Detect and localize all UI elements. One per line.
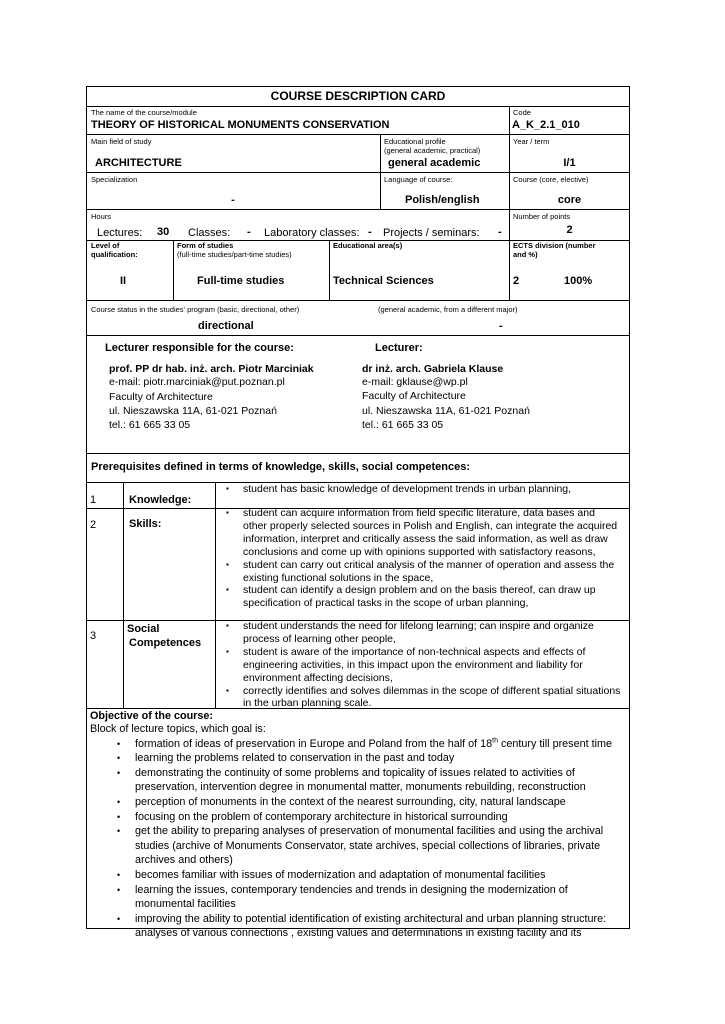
list-item: ▪ correctly identifies and solves dilemmas in the scope of different spatial situations in the urban planning scale. bbox=[226, 684, 621, 710]
rule bbox=[86, 106, 630, 107]
knowledge-items bbox=[217, 483, 627, 496]
area-label: Educational area(s) bbox=[333, 241, 403, 250]
lecturer-phone: tel.: 61 665 33 05 bbox=[362, 419, 444, 431]
objective-intro: Block of lecture topics, which goal is: bbox=[90, 723, 266, 735]
points-label: Number of points bbox=[513, 212, 571, 221]
year-label: Year / term bbox=[513, 137, 550, 146]
lectures-label: Lectures: bbox=[97, 227, 143, 239]
bullet-icon: • bbox=[117, 796, 121, 807]
lectures-value: 30 bbox=[157, 226, 170, 238]
bullet-icon: • bbox=[117, 753, 121, 764]
knowledge-label: Knowledge: bbox=[129, 494, 192, 506]
profile-value: general academic bbox=[388, 157, 481, 169]
list-item: • get the ability to preparing analyses of preservation of monumental facilities and using the archival studies (archive of Monuments Conservator, state archives, special collections of libraries, private archives and others) bbox=[117, 825, 604, 867]
social-label: Social bbox=[127, 623, 160, 635]
form-label-options: (full-time studies/part-time studies) bbox=[177, 250, 292, 259]
responsible-name: prof. PP dr hab. inż. arch. Piotr Marciniak bbox=[109, 363, 314, 375]
list-item: • becomes familiar with issues of modernization and adaptation of monumental facilities bbox=[117, 868, 546, 881]
rule bbox=[173, 240, 174, 300]
objective-list bbox=[90, 737, 630, 941]
rule bbox=[215, 482, 216, 708]
status-value: directional bbox=[198, 320, 254, 332]
ects-number: 2 bbox=[513, 275, 520, 287]
list-item: ▪ student can carry out critical analysis of the manner of operation and assess the existing functional solutions in the space, bbox=[226, 558, 615, 584]
language-value: Polish/english bbox=[405, 194, 480, 206]
bullet-icon: • bbox=[117, 884, 121, 895]
row-number: 2 bbox=[90, 519, 97, 531]
row-number: 1 bbox=[90, 494, 97, 506]
list-item: • learning the problems related to conservation in the past and today bbox=[117, 752, 455, 765]
level-label-line2: qualification: bbox=[91, 250, 138, 259]
rule bbox=[509, 106, 510, 240]
bullet-icon: ▪ bbox=[226, 585, 229, 595]
code-label: Code bbox=[513, 108, 531, 117]
lecturer-name: dr inż. arch. Gabriela Klause bbox=[362, 363, 504, 375]
course-type-label: Course (core, elective) bbox=[513, 175, 589, 184]
hours-label: Hours bbox=[91, 212, 112, 221]
list-item: • formation of ideas of preservation in Europe and Poland from the half of 18th century till present time bbox=[117, 737, 612, 750]
objective-section bbox=[90, 710, 630, 941]
rule bbox=[86, 134, 630, 135]
specialization-value: - bbox=[231, 194, 235, 206]
ects-percent: 100% bbox=[564, 275, 593, 287]
responsible-header: Lecturer responsible for the course: bbox=[105, 342, 294, 354]
lecturer-address: ul. Nieszawska 11A, 61-021 Poznań bbox=[362, 405, 530, 417]
bullet-icon: • bbox=[117, 767, 121, 778]
origin-label: (general academic, from a different major) bbox=[378, 305, 518, 314]
profile-label-options: (general academic, practical) bbox=[384, 146, 481, 155]
rule bbox=[380, 134, 381, 209]
competences-label: Competences bbox=[129, 637, 202, 649]
year-value: I/1 bbox=[563, 157, 576, 169]
field-label: Main field of study bbox=[91, 137, 152, 146]
course-name-label: The name of the course/module bbox=[91, 108, 197, 117]
bullet-icon: ▪ bbox=[226, 685, 229, 695]
skills-label: Skills: bbox=[129, 518, 162, 530]
ects-label-line2: and %) bbox=[513, 250, 538, 259]
list-item: ▪ student has basic knowledge of development trends in urban planning, bbox=[226, 483, 572, 495]
prerequisites-header: Prerequisites defined in terms of knowledge, skills, social competences: bbox=[91, 461, 471, 473]
projects-label: Projects / seminars: bbox=[383, 227, 480, 239]
points-value: 2 bbox=[566, 224, 573, 236]
specialization-label: Specialization bbox=[91, 175, 138, 184]
bullet-icon: • bbox=[117, 811, 121, 822]
area-value: Technical Sciences bbox=[333, 275, 434, 287]
bullet-icon: • bbox=[117, 913, 121, 924]
form-value: Full-time studies bbox=[197, 275, 285, 287]
responsible-email[interactable]: e-mail: piotr.marciniak@put.poznan.pl bbox=[109, 376, 285, 388]
social-items bbox=[217, 620, 621, 710]
skills-items bbox=[217, 507, 621, 610]
rule bbox=[86, 209, 630, 210]
list-item: • learning the issues, contemporary tendencies and trends in designing the modernization of monumental facilities bbox=[117, 883, 568, 911]
lecturer-header: Lecturer: bbox=[375, 342, 423, 354]
classes-label: Classes: bbox=[188, 227, 231, 239]
bullet-icon: ▪ bbox=[226, 646, 229, 656]
list-item: • perception of monuments in the context of the nearest surrounding, city, natural landscape bbox=[117, 795, 566, 808]
responsible-address: ul. Nieszawska 11A, 61-021 Poznań bbox=[109, 405, 277, 417]
course-name: THEORY OF HISTORICAL MONUMENTS CONSERVATION bbox=[91, 119, 390, 131]
bullet-icon: ▪ bbox=[226, 559, 229, 569]
level-label: Level of bbox=[91, 241, 120, 250]
course-code: A_K_2.1_010 bbox=[512, 119, 580, 131]
bullet-icon: • bbox=[117, 738, 121, 749]
lecturer-email[interactable]: e-mail: gklause@wp.pl bbox=[362, 376, 468, 388]
bullet-icon: • bbox=[117, 869, 121, 880]
list-item: ▪ student understands the need for lifelong learning; can inspire and organize process of learning other people, bbox=[226, 620, 594, 645]
list-item: ▪ student can identify a design problem and on the basis thereof, can draw up specification of practical tasks in the scope of urban planning, bbox=[226, 584, 596, 610]
course-type-value: core bbox=[557, 194, 582, 206]
list-item: • improving the ability to potential identification of existing architectural and urban planning structure: analyses of various connections , existing values and determinations in existing facility and its bbox=[117, 912, 607, 940]
form-label: Form of studies bbox=[177, 241, 234, 250]
rule bbox=[86, 335, 630, 336]
status-label: Course status in the studies' program (basic, directional, other) bbox=[91, 305, 300, 314]
rule bbox=[86, 172, 630, 173]
rule bbox=[86, 453, 630, 454]
projects-value: - bbox=[498, 226, 502, 238]
lab-value: - bbox=[368, 226, 372, 238]
card-title: COURSE DESCRIPTION CARD bbox=[270, 89, 446, 103]
rule bbox=[329, 240, 330, 300]
rule bbox=[509, 240, 510, 300]
list-item: • demonstrating the continuity of some problems and topicality of issues related to activities of preservation, intervention degree in monumental matter, monuments rebuilding, reconstruction bbox=[117, 766, 586, 794]
list-item: ▪ student can acquire information from field specific literature, data bases and other properly selected sources in Polish and English, can integrate the acquired information, interpret and critically assess the said information, as well as draw conclusions and come up with opinions supported with satisfactory reasons, bbox=[226, 507, 618, 558]
ects-label: ECTS division (number bbox=[513, 241, 596, 250]
level-value: II bbox=[120, 275, 127, 287]
row-number: 3 bbox=[90, 630, 97, 642]
responsible-faculty: Faculty of Architecture bbox=[109, 391, 213, 403]
language-label: Language of course: bbox=[384, 175, 453, 184]
rule bbox=[123, 482, 124, 708]
list-item: • focusing on the problem of contemporary architecture in historical surrounding bbox=[117, 810, 508, 823]
bullet-icon: ▪ bbox=[226, 621, 229, 630]
bullet-icon: • bbox=[117, 826, 121, 837]
origin-value: - bbox=[499, 320, 503, 332]
list-item: ▪ student is aware of the importance of non-technical aspects and effects of engineering activities, in this impact upon the environment and liability for environment affecting decisions, bbox=[226, 645, 586, 684]
rule bbox=[86, 300, 630, 301]
field-value: ARCHITECTURE bbox=[95, 157, 182, 169]
objective-header: Objective of the course: bbox=[90, 710, 213, 722]
bullet-icon: ▪ bbox=[226, 508, 229, 517]
responsible-phone: tel.: 61 665 33 05 bbox=[109, 419, 191, 431]
lab-label: Laboratory classes: bbox=[264, 227, 360, 239]
profile-label: Educational profile bbox=[384, 137, 446, 146]
bullet-icon: ▪ bbox=[226, 484, 229, 493]
classes-value: - bbox=[247, 226, 251, 238]
lecturer-faculty: Faculty of Architecture bbox=[362, 390, 466, 402]
